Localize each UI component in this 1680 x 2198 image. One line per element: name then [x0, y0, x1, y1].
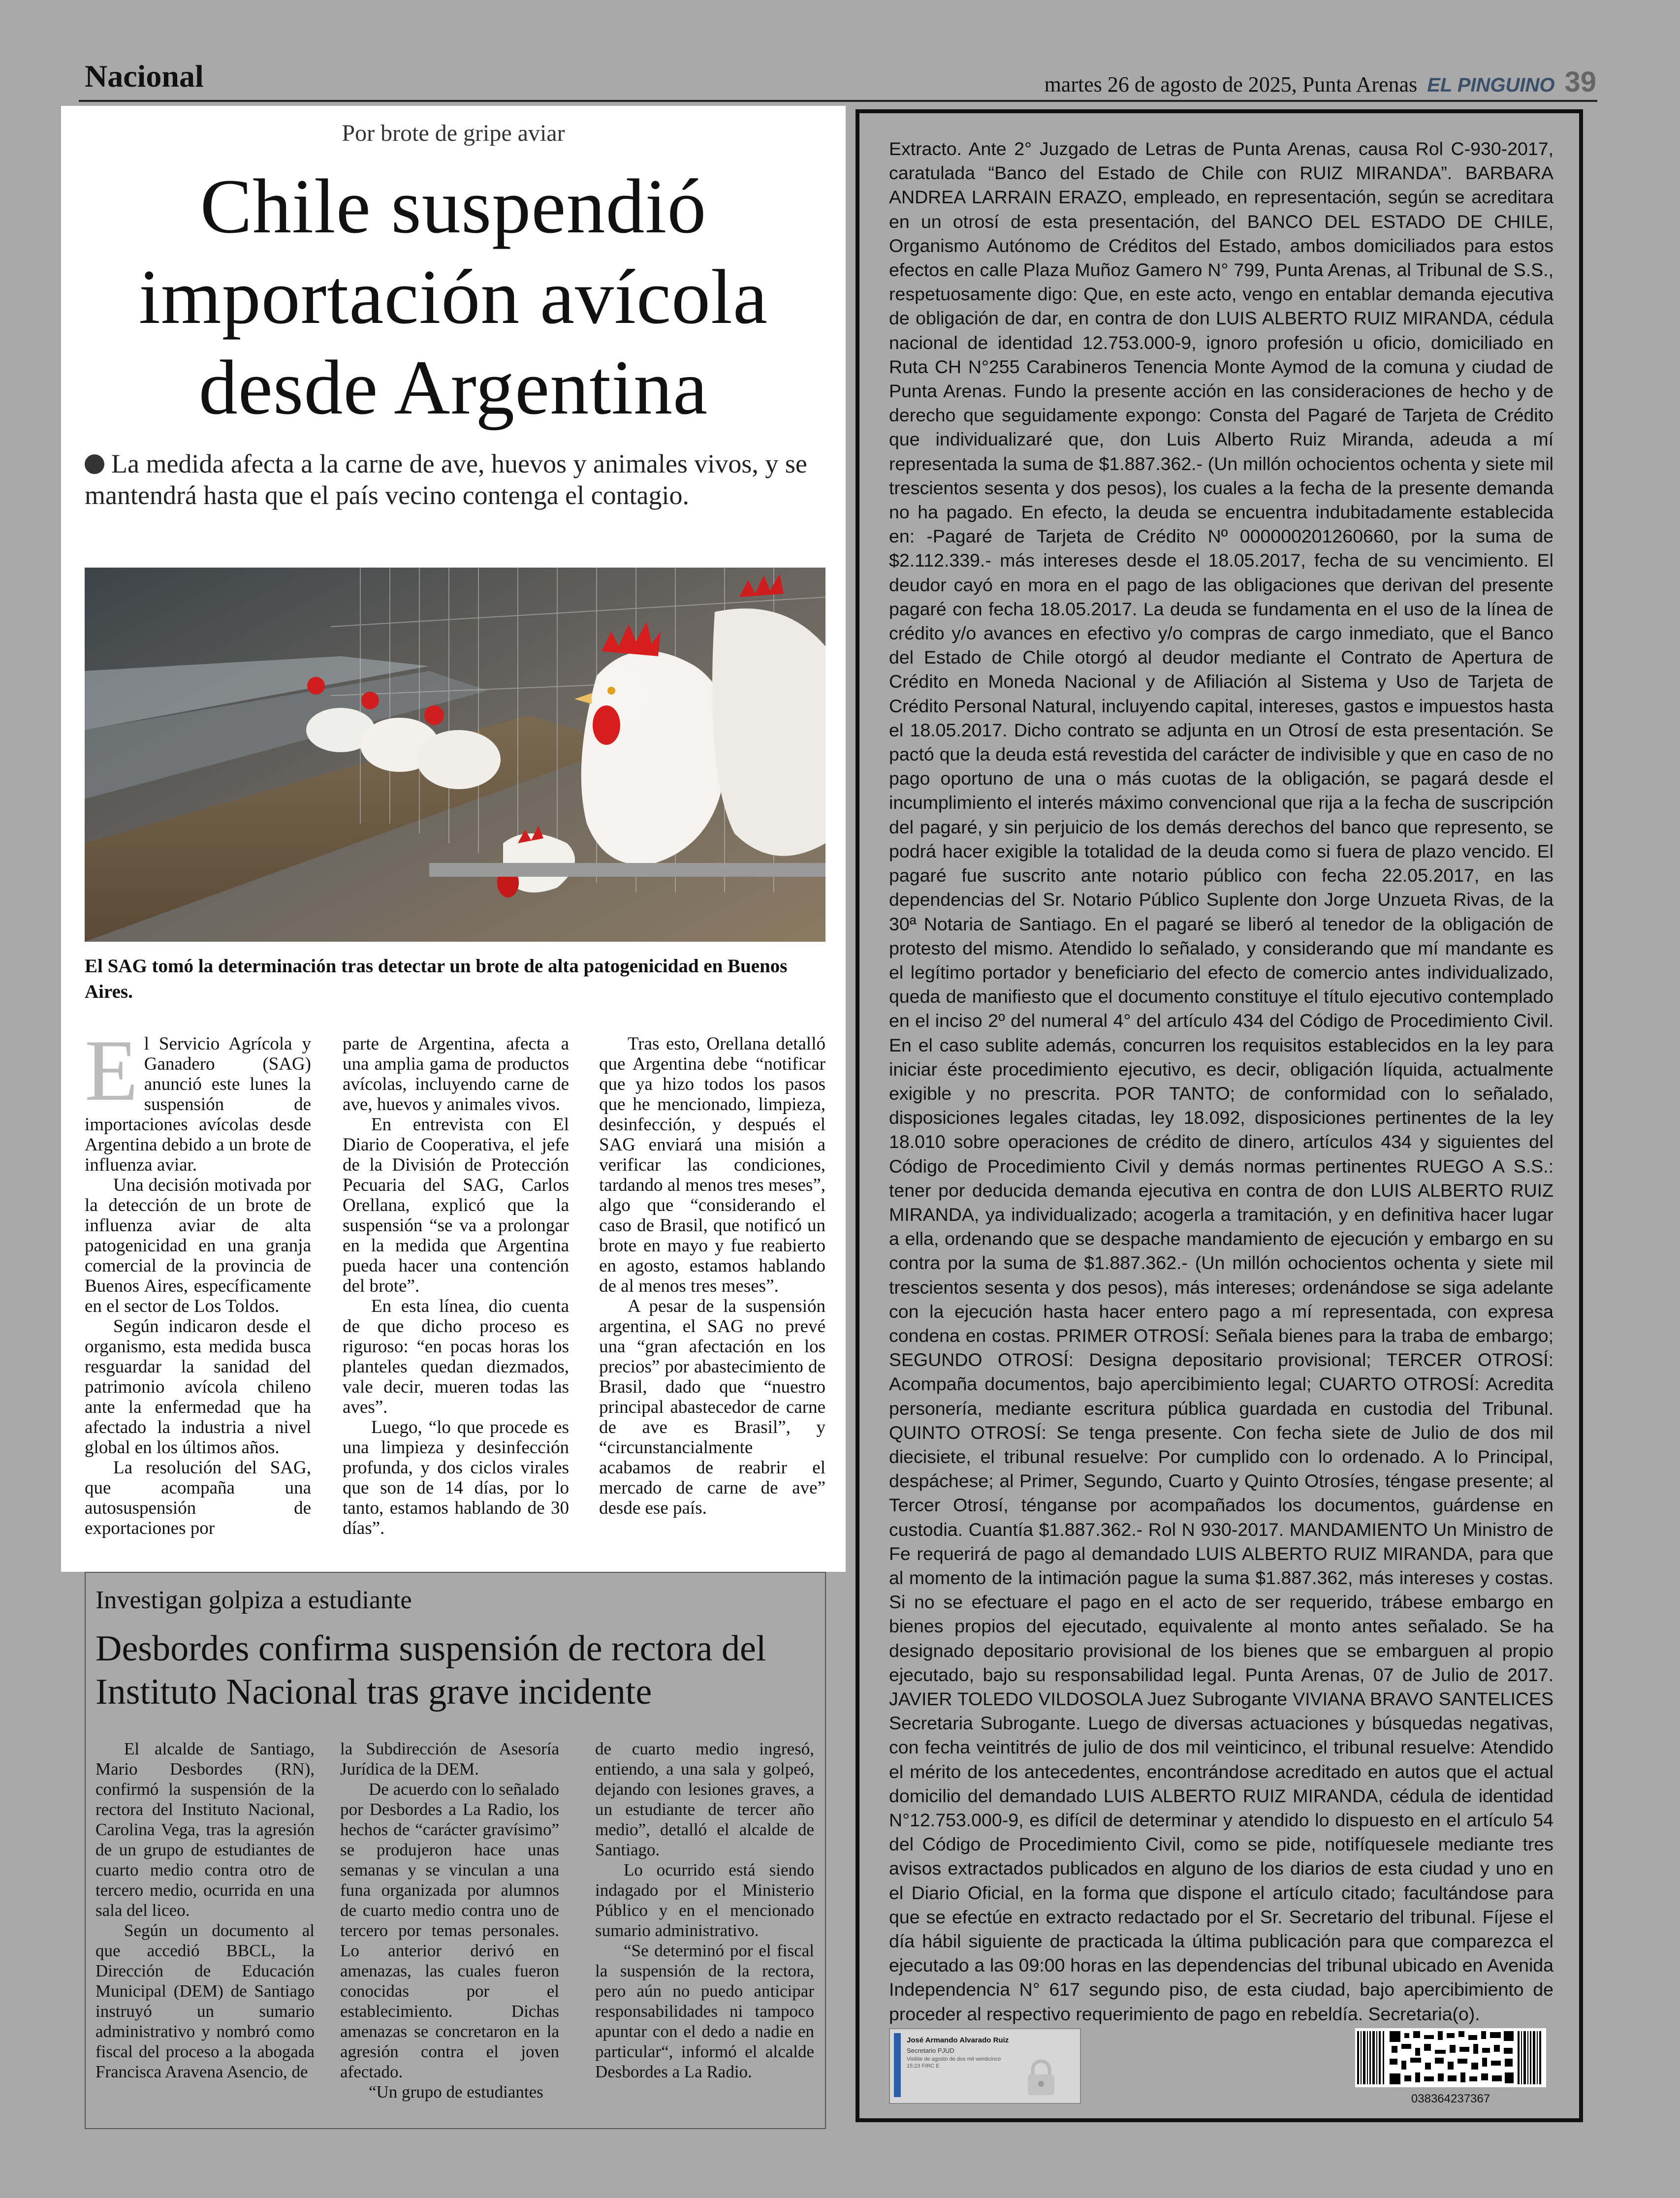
legal-notice	[856, 109, 1583, 2122]
paragraph: la Subdirección de Asesoría Jurídica de la DEM.	[340, 1739, 559, 1779]
paragraph: El alcalde de Santiago, Mario Desbordes (RN), confirmó la suspensión de la rectora del Instituto Nacional, Carolina Vega, tras la agresión de un grupo de estudiantes de cuarto medio contra otro de tercero medio, ocurrida en una sala del liceo.	[95, 1739, 315, 1920]
second-article	[85, 1572, 826, 2129]
article-photo-chickens	[85, 568, 825, 942]
header-rule	[79, 100, 1597, 102]
paragraph: parte de Argentina, afecta a una amplia gama de productos avícolas, incluyendo carne de ave, huevos y animales vivos.	[343, 1034, 569, 1115]
paragraph: En entrevista con El Diario de Cooperativa, el jefe de la División de Protección Pecuaria del SAG, Carlos Orellana, explicó que la suspensión “se va a prolongar en la medida que Argentina pueda hacer una contención del brote”.	[343, 1115, 569, 1296]
signature-flag	[894, 2033, 901, 2097]
paragraph: Según indicaron desde el organismo, esta medida busca resguardar la sanidad del patrimonio avícola chileno ante la enfermedad que ha afectado la industria a nivel global en los últimos años.	[85, 1316, 311, 1458]
article-headline: Chile suspendió importación avícola desde Argentina	[138, 163, 768, 431]
signature-note: Visible de agosto de dos mil veinticinco 15:23 FIRC E	[907, 2056, 1001, 2069]
paragraph: de cuarto medio ingresó, entiendo, a una sala y golpeó, dejando con lesiones graves, a un estudiante de tercer año medio”, detalló el alcalde de Santiago.	[595, 1739, 814, 1859]
issue-date: martes 26 de agosto de 2025, Punta Arenas	[1044, 72, 1418, 96]
paragraph: Tras esto, Orellana detalló que Argentina debe “notificar que ya hizo todos los pasos que he mencionado, limpieza, desinfección, y después el SAG enviará una misión a verificar las condiciones, tardando al menos tres meses”, algo que “considerando el caso de Brasil, que notificó un brote en mayo y fue reabierto en agosto, estamos hablando de al menos tres meses”.	[599, 1034, 825, 1296]
section-name: Nacional	[85, 59, 204, 94]
chicken-cage-illustration	[85, 568, 825, 942]
second-article-column-2	[340, 1739, 559, 2123]
paragraph: “Un grupo de estudiantes	[369, 2082, 543, 2102]
main-article-column-2	[343, 1034, 569, 1570]
paragraph: Una decisión motivada por la detección de un brote de influenza aviar de alta patogenicidad en una granja comercial de la provincia de Buenos Aires, específicamente en el sector de Los Toldos.	[85, 1175, 311, 1316]
article-deck	[85, 448, 823, 511]
paragraph: Según un documento al que accedió BBCL, la Dirección de Educación Municipal (DEM) de Santiago instruyó un sumario administrativo y nombró como fiscal del proceso a la abogada Francisca Aravena Asencio, de	[95, 1921, 315, 2081]
drop-cap: E	[85, 1034, 138, 1119]
barcode-icon	[1355, 2028, 1546, 2087]
page-number: 39	[1564, 66, 1596, 98]
photo-caption: El SAG tomó la determinación tras detectar un brote de alta patogenicidad en Buenos Aires.	[85, 956, 788, 1002]
newspaper-logo: EL PINGUINO	[1427, 74, 1555, 96]
paragraph: La resolución del SAG, que acompaña una autosuspensión de exportaciones por	[85, 1458, 311, 1538]
deck-text: La medida afecta a la carne de ave, huevos y animales vivos, y se mantendrá hasta que el país vecino contenga el contagio.	[85, 449, 807, 510]
paragraph: Luego, “lo que procede es una limpieza y desinfección profunda, y dos ciclos virales que son de 14 días, por lo tanto, estamos hablando de 30 días”.	[343, 1417, 569, 1538]
paragraph: Lo ocurrido está siendo indagado por el Ministerio Público y en el mencionado sumario administrativo.	[595, 1860, 814, 1940]
second-article-column-1	[95, 1739, 315, 2123]
signature-name: José Armando Alvarado Ruiz	[907, 2036, 1009, 2044]
electronic-signature	[889, 2028, 1081, 2104]
paragraph: De acuerdo con lo señalado por Desbordes a La Radio, los hechos de “carácter gravísimo” se produjeron hace unas semanas y se vinculan a una funa organizada por alumnos de cuarto medio contra uno de tercero por temas personales. Lo anterior derivó en amenazas, las cuales fueron conocidas por el establecimiento. Dichas amenazas se concretaron en la agresión contra el joven afectado.	[340, 1780, 559, 2081]
paragraph: “Se determinó por el fiscal la suspensión de la rectora, pero aún no puedo anticipar responsabilidades ni tampoco apuntar con el dedo a nadie en particular“, informó el alcalde Desbordes a La Radio.	[595, 1941, 814, 2081]
barcode-number: 038364237367	[1411, 2092, 1490, 2105]
main-article-column-3	[599, 1034, 825, 1570]
qr-barcode	[1355, 2028, 1546, 2087]
second-article-kicker: Investigan golpiza a estudiante	[95, 1586, 412, 1614]
article-kicker: Por brote de gripe aviar	[342, 120, 565, 146]
legal-notice-text: Extracto. Ante 2° Juzgado de Letras de Punta Arenas, causa Rol C-930-2017, caratulada “Banco del Estado de Chile con RUIZ MIRANDA”. BARBARA ANDREA LARRAIN ERAZO, empleado, en representación, según se acreditara en un otrosí de esta presentación, del BANCO DEL ESTADO DE CHILE, Organismo Autónomo de Créditos del Estado, ambos domiciliados para estos efectos en calle Plaza Muñoz Gamero N° 799, Punta Arenas, al Tribunal de S.S., respetuosamente digo: Que, en este acto, vengo en entablar demanda ejecutiva de obligación de dar, en contra de don LUIS ALBERTO RUIZ MIRANDA, cédula nacional de identidad 12.753.000-9, ignoro profesión u oficio, domiciliado en Ruta CH N°255 Carabineros Tenencia Monte Aymod de la comuna y ciudad de Punta Arenas. Fundo la presente acción en las consideraciones de hecho y de derecho que seguidamente expongo: Consta del Pagaré de Tarjeta de Crédito que individualizaré que, don Luis Alberto Ruiz Miranda, adeuda a mí representada la suma de $1.887.362.- (Un millón ochocientos ochenta y siete mil trescientos sesenta y dos pesos), los cuales a la fecha de la presente demanda no ha pagado. En efecto, la deuda se encuentra indubitadamente establecida en: -Pagaré de Tarjeta de Crédito Nº 000000201260660, por la suma de $2.112.339.- más intereses desde el 18.05.2017, fecha de su vencimiento. El deudor cayó en mora en el pago de las obligaciones que derivan del presente pagaré con fecha 18.05.2017. La deuda se fundamenta en el uso de la línea de crédito y/o avances en efectivo y/o compras de cargo inmediato, que el Banco del Estado de Chile otorgó al deudor mediante el Contrato de Apertura de Crédito en Moneda Nacional y de Afiliación al Sistema y Uso de Tarjeta de Crédito Personal Natural, incluyendo capital, intereses, gastos e impuestos hasta el 18.05.2017. Dicho contrato se adjunta en un Otrosí de esta presentación. Se pactó que la deuda está revestida del carácter de indivisible y que en caso de no pago oportuno de una o más cuotas de la obligación, se pagará desde el incumplimiento el interés máximo convencional que rija a la fecha de suscripción del pagaré, y sin perjuicio de los demás derechos del banco que represento, se podrá hacer exigible la totalidad de la deuda como si fuera de plazo vencido. El pagaré fue suscrito ante notario público con fecha 22.05.2017, en las dependencias del Sr. Notario Público Suplente don Jorge Unzueta Rivas, de la 30ª Notaria de Santiago. En el pagaré se liberó al tenedor de la obligación de protesto del mismo. Atendido lo señalado, y considerando que mí mandante es el legítimo portador y beneficiario del efecto de comercio antes individualizado, queda de manifiesto que el documento constituye el título ejecutivo contemplado en el inciso 2º del numeral 4° del artículo 434 del Código de Procedimiento Civil. En el caso sublite además, concurren los requisitos establecidos en la ley para iniciar éste procedimiento ejecutivo, es decir, obligación líquida, actualmente exigible y no prescrita. POR TANTO; de conformidad con lo señalado, disposiciones legales citadas, ley 18.092, disposiciones pertinentes de la ley 18.010 sobre operaciones de crédito de dinero, artículos 434 y siguientes del Código de Procedimiento Civil y demás normas pertinentes RUEGO A S.S.: tener por deducida demanda ejecutiva en contra de don LUIS ALBERTO RUIZ MIRANDA, ya individualizado; acogerla a tramitación, y en definitiva hacer lugar a ella, ordenando que se despache mandamiento de ejecución y embargo en su contra por la suma de $1.887.362.- (Un millón ochocientos ochenta y siete mil trescientos sesenta y dos pesos), más intereses; ordenándose se siga adelante con la ejecución hasta hacer entero pago a mí representada, con expresa condena en costas. PRIMER OTROSÍ: Señala bienes para la traba de embargo; SEGUNDO OTROSÍ: Designa depositario provisional; TERCER OTROSÍ: Acompaña documentos, bajo apercibimiento legal; CUARTO OTROSÍ: Acredita personería, mediante escritura pública guardada en custodia del Tribunal. QUINTO OTROSÍ: Se tenga presente. Con fecha siete de Julio de dos mil diecisiete, el tribunal resuelve: Por cumplido con lo ordenado. A lo Principal, despáchese; al Primer, Segundo, Cuarto y Quinto Otrosíes, téngase presente; al Tercer Otrosí, ténganse por acompañados los documentos, guárdense en custodia. Cuantía $1.887.362.- Rol N 930-2017. MANDAMIENTO Un Ministro de Fe requerirá de pago al demandado LUIS ALBERTO RUIZ MIRANDA, para que al momento de la intimación pague la suma $1.887.362, más intereses y costas. Si no se efectuare el pago en el acto de ser requerido, trábese embargo en bienes propios del ejecutado, equivalente al monto antes señalado. Se ha designado depositario provisional de los bienes que se embarguen al propio ejecutado, bajo su responsabilidad legal. Punta Arenas, 07 de Julio de 2017. JAVIER TOLEDO VILDOSOLA Juez Subrogante VIVIANA BRAVO SANTELICES Secretaria Subrogante. Luego de diversas actuaciones y búsquedas negativas, con fecha veintitrés de julio de dos mil veinticinco, el tribunal resuelve: Atendido el mérito de los antecedentes, encontrándose acreditado en autos que el actual domicilio del demandado LUIS ALBERTO RUIZ MIRANDA, cédula de identidad N°12.753.000-9, es difícil de determinar y atendido lo dispuesto en el artículo 54 del Código de Procedimiento Civil, como se pide, notifíquesele mediante tres avisos extractados publicados en alguno de los diarios de esta ciudad y uno en el Diario Oficial, en la forma que dispone el artículo citado; facultándose para que se efectúe en extracto redactado por el Sr. Secretario del tribunal. Fíjese el día hábil siguiente de practicada la última publicación para que comparezca el ejecutado a las 09:00 horas en las dependencias del tribunal ubicado en Avenida Independencia N° 617 segundo piso, de esta ciudad, bajo apercibimiento de proceder al respectivo requerimiento de pago en rebeldía. Secretaria(o).	[889, 138, 1553, 2024]
header-meta	[1045, 65, 1596, 98]
paragraph: A pesar de la suspensión argentina, el SAG no prevé una “gran afectación en los precios” por abastecimiento de Brasil, dado que “nuestro principal abastecedor de carne de ave es Brasil”, y “circunstancialmente acabamos de reabrir el mercado de carne de ave” desde ese país.	[599, 1296, 825, 1518]
main-article	[61, 106, 846, 1572]
paragraph: En esta línea, dio cuenta de que dicho proceso es riguroso: “en pocas horas los planteles quedan diezmados, vale decir, mueren todas las aves”.	[343, 1296, 569, 1417]
signature-role: Secretario PJUD	[907, 2047, 954, 2054]
lock-icon	[1024, 2058, 1058, 2097]
paragraph: l Servicio Agrícola y Ganadero (SAG) anunció este lunes la suspensión de importaciones avícolas desde Argentina debido a un brote de influenza aviar.	[85, 1034, 311, 1175]
second-article-column-3	[595, 1739, 814, 2123]
main-article-column-1	[85, 1034, 311, 1570]
second-article-headline: Desbordes confirma suspensión de rectora del Instituto Nacional tras grave incidente	[95, 1628, 766, 1712]
deck-bullet-icon	[85, 454, 104, 474]
